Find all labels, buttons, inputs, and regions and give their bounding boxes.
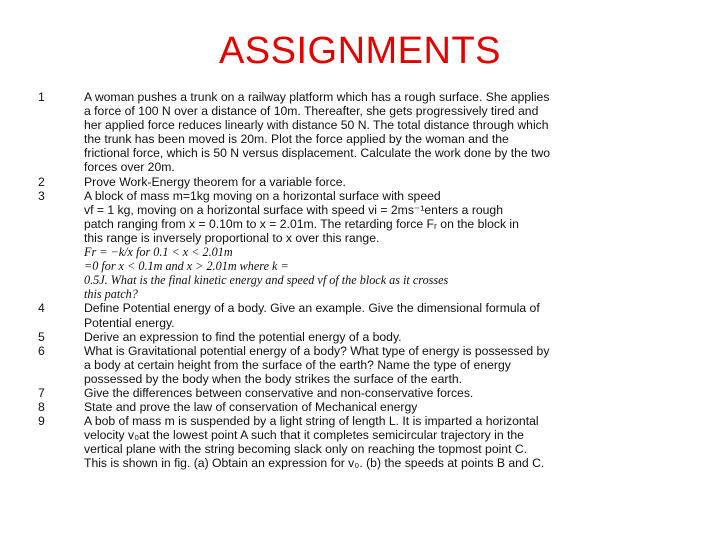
assignment-item-6: [38, 344, 608, 386]
item-number: 1: [38, 90, 45, 104]
item-number: 9: [38, 414, 45, 429]
item-line: A bob of mass m is suspended by a light string of length L. It is imparted a horizontal: [84, 414, 539, 429]
item-line: Give the differences between conservative and non-conservative forces.: [84, 385, 474, 400]
item-line: 0.5J. What is the final kinetic energy and speed vf of the block as it crosses: [84, 273, 449, 288]
item-line: A block of mass m=1kg moving on a horizontal surface with speed: [84, 188, 441, 203]
item-number: 6: [38, 343, 45, 358]
assignment-item-3: [38, 189, 608, 302]
item-line: State and prove the law of conservation of Mechanical energy: [84, 400, 418, 415]
item-line: Derive an expression to find the potential energy of a body.: [84, 329, 402, 344]
item-line: forces over 20m.: [84, 160, 175, 175]
item-line: this range is inversely proportional to x over this range.: [84, 230, 380, 245]
assignment-item-2: [38, 175, 608, 189]
item-line: Prove Work-Energy theorem for a variable force.: [84, 174, 346, 189]
item-line: a body at certain height from the surface of the earth? Name the type of energy: [84, 357, 511, 372]
item-line: a force of 100 N over a distance of 10m. Thereafter, she gets progressively tired and: [84, 104, 539, 119]
item-line: This is shown in fig. (a) Obtain an expression for v₀. (b) the speeds at points B and C.: [84, 456, 545, 471]
item-line: patch ranging from x = 0.10m to x = 2.01m. The retarding force Fᵣ on the block in: [84, 216, 519, 231]
item-line: Fr = −k/x for 0.1 < x < 2.01m: [84, 245, 233, 260]
item-line: velocity v₀at the lowest point A such that it completes semicircular trajectory in the: [84, 428, 524, 443]
item-line: her applied force reduces linearly with distance 50 N. The total distance through which: [84, 118, 549, 133]
item-line: possessed by the body when the body strikes the surface of the earth.: [84, 371, 463, 386]
item-line: What is Gravitational potential energy of a body? What type of energy is possessed by: [84, 343, 550, 358]
item-line: vf = 1 kg, moving on a horizontal surface with speed vi = 2ms⁻¹enters a rough: [84, 202, 503, 217]
assignment-item-9: [38, 414, 608, 470]
item-line: =0 for x < 0.1m and x > 2.01m where k =: [84, 259, 289, 274]
item-line: the trunk has been moved is 20m. Plot the force applied by the woman and the: [84, 132, 509, 147]
item-number: 3: [38, 188, 45, 203]
item-number: 8: [38, 400, 45, 415]
item-number: 4: [38, 301, 45, 316]
assignment-item-8: [38, 400, 608, 414]
item-line: Define Potential energy of a body. Give an example. Give the dimensional formula of: [84, 301, 540, 316]
item-line: frictional force, which is 50 N versus displacement. Calculate the work done by the two: [84, 146, 551, 161]
assignment-item-1: [38, 90, 608, 175]
assignment-item-5: [38, 330, 608, 344]
item-line: A woman pushes a trunk on a railway platform which has a rough surface. She applies: [84, 90, 550, 104]
assignment-item-4: [38, 301, 608, 329]
item-number: 7: [38, 385, 45, 400]
assignment-list: [38, 90, 608, 471]
item-line: this patch?: [84, 287, 138, 302]
item-number: 5: [38, 329, 45, 344]
page-title: ASSIGNMENTS: [218, 30, 502, 72]
item-number: 2: [38, 174, 45, 189]
assignment-item-7: [38, 386, 608, 400]
item-line: vertical plane with the string becoming slack only on reaching the topmost point C.: [84, 442, 528, 457]
item-line: Potential energy.: [84, 315, 175, 330]
